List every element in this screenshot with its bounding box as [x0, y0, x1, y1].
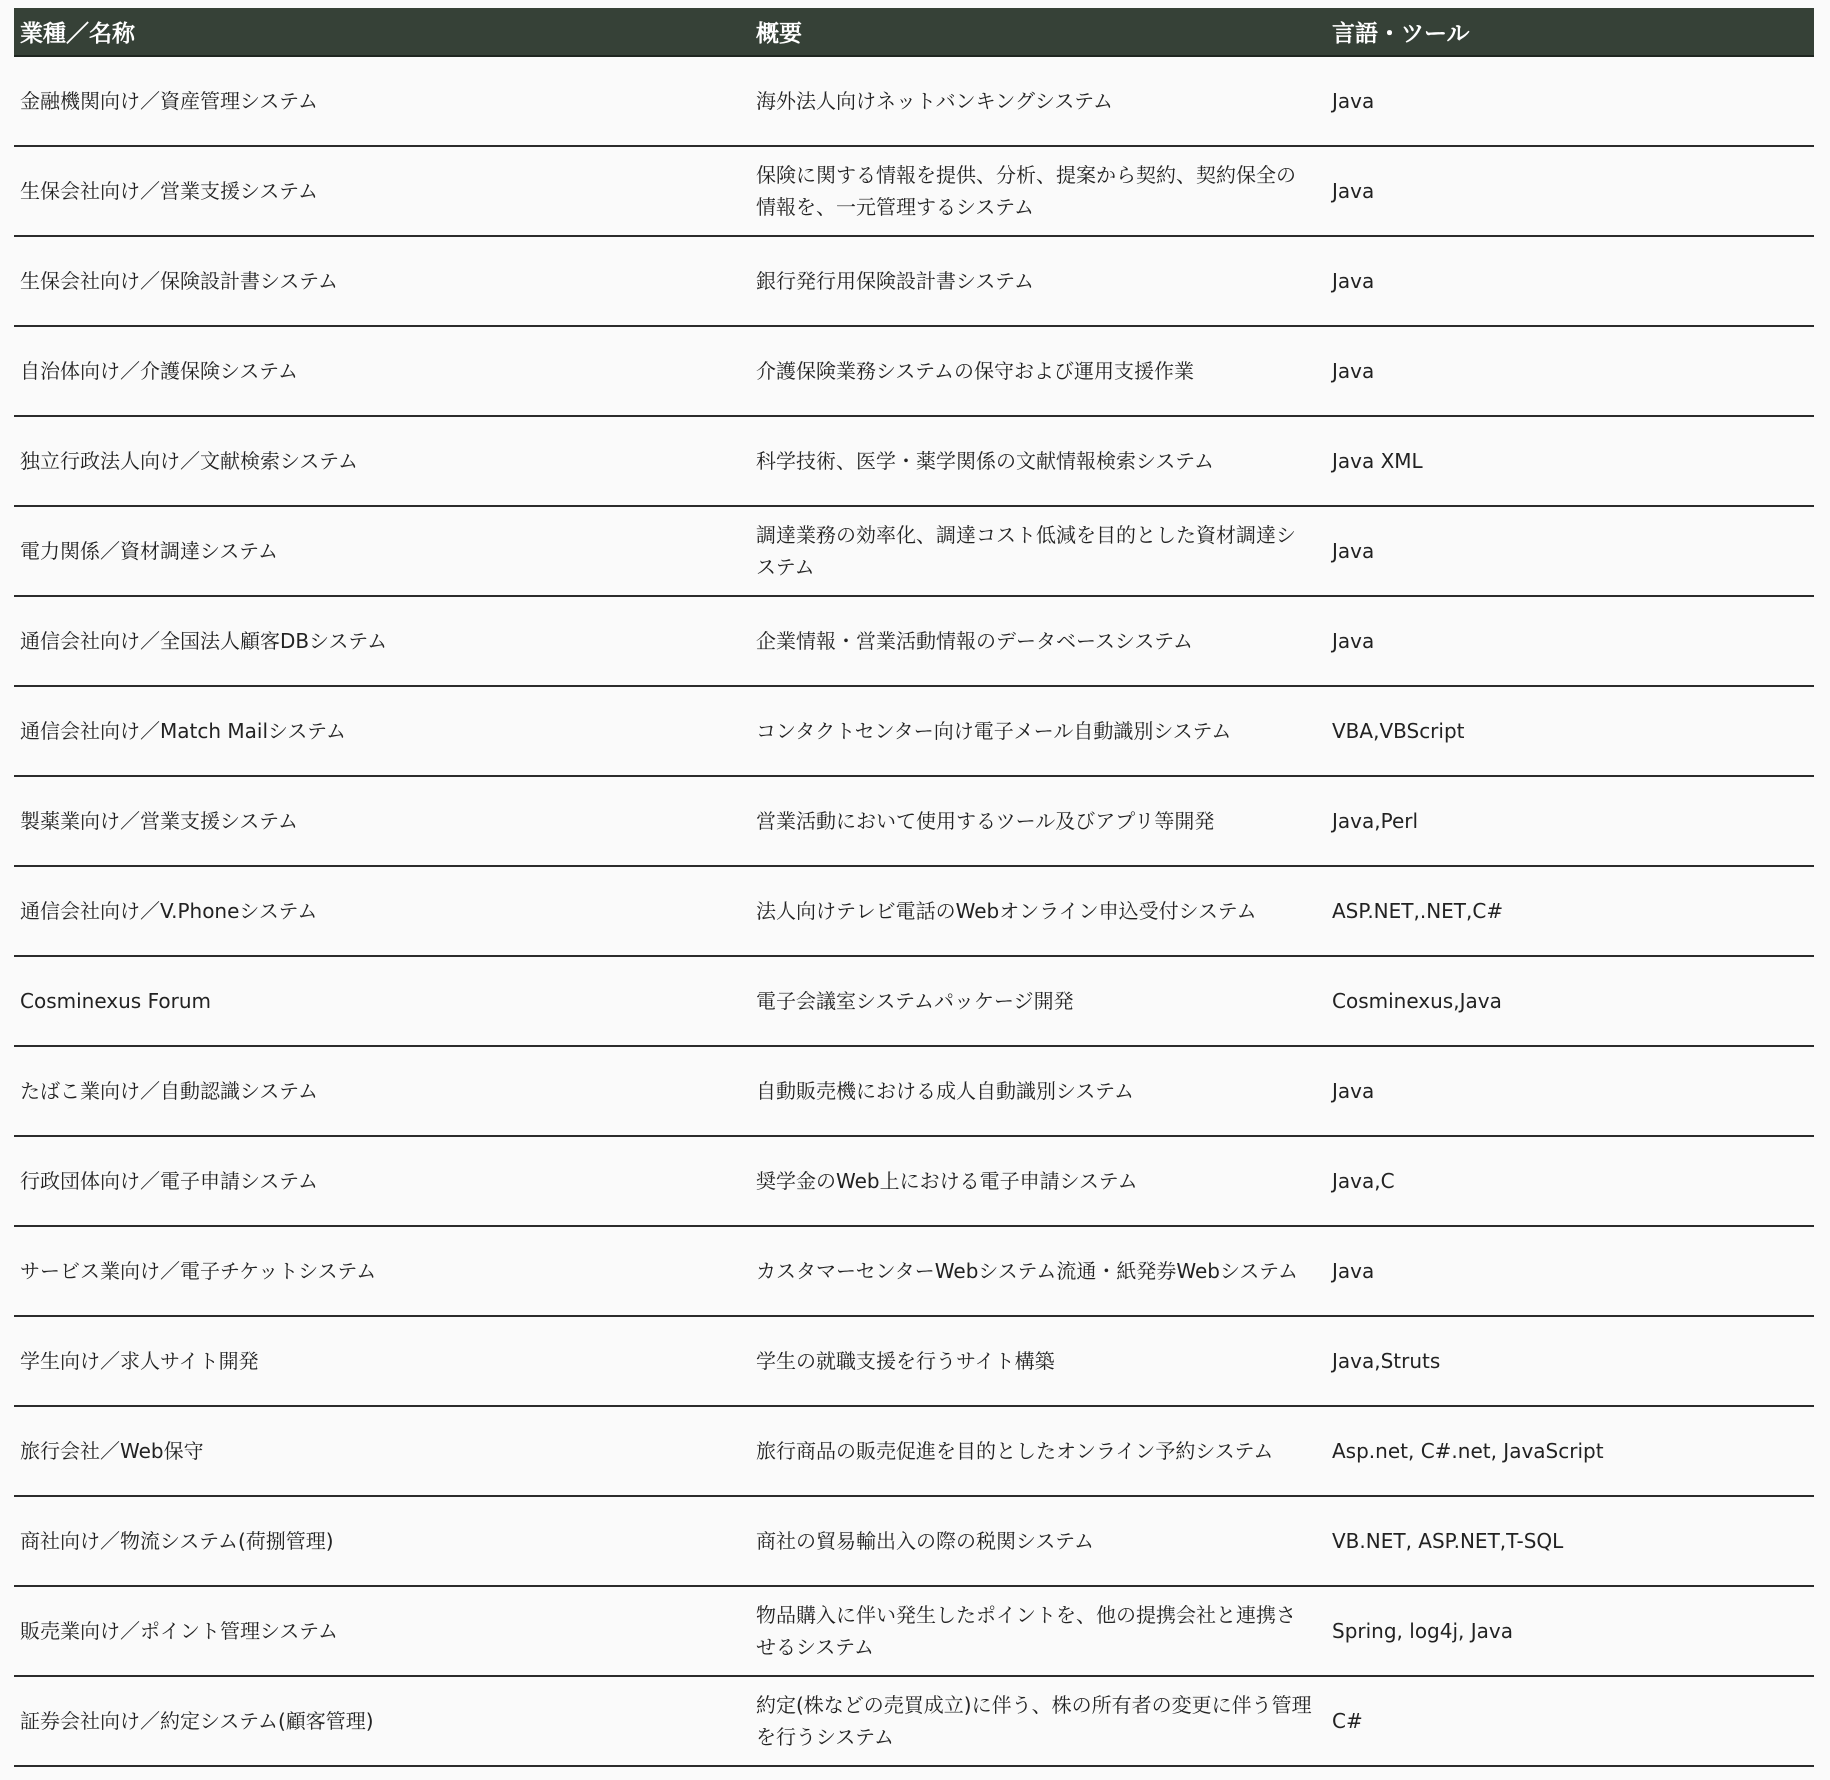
- table-row: [14, 866, 1814, 956]
- cell-industry-name: サービス業向け／電子チケットシステム: [14, 1226, 750, 1316]
- table-row: [14, 596, 1814, 686]
- cell-industry-name: 金融機関向け／資産管理システム: [14, 56, 750, 146]
- cell-overview: 調達業務の効率化、調達コスト低減を目的とした資材調達システム: [750, 506, 1326, 596]
- cell-overview: 自動販売機における成人自動識別システム: [750, 1046, 1326, 1136]
- cell-industry-name: 証券会社向け／約定システム(顧客管理): [14, 1676, 750, 1766]
- cell-industry-name: 旅行会社／Web保守: [14, 1406, 750, 1496]
- table-row: [14, 56, 1814, 146]
- cell-overview: 奨学金のWeb上における電子申請システム: [750, 1136, 1326, 1226]
- header-industry-name: 業種／名称: [14, 8, 750, 56]
- cell-language-tools: VBA,VBScript: [1326, 686, 1814, 776]
- table-row: [14, 1406, 1814, 1496]
- cell-overview: 物品購入に伴い発生したポイントを、他の提携会社と連携させるシステム: [750, 1586, 1326, 1676]
- header-overview: 概要: [750, 8, 1326, 56]
- cell-language-tools: C#: [1326, 1676, 1814, 1766]
- cell-overview: 営業活動において使用するツール及びアプリ等開発: [750, 776, 1326, 866]
- table-row: [14, 506, 1814, 596]
- cell-language-tools: ASP.NET,.NET,C#: [1326, 866, 1814, 956]
- table-row: [14, 776, 1814, 866]
- cell-overview: 商社の貿易輸出入の際の税関システム: [750, 1496, 1326, 1586]
- cell-language-tools: Java,Struts: [1326, 1316, 1814, 1406]
- cell-language-tools: Spring, log4j, Java: [1326, 1586, 1814, 1676]
- cell-industry-name: 製薬業向け／営業支援システム: [14, 776, 750, 866]
- table-row: [14, 236, 1814, 326]
- cell-industry-name: 独立行政法人向け／文献検索システム: [14, 416, 750, 506]
- cell-language-tools: Java: [1326, 56, 1814, 146]
- cell-industry-name: 通信会社向け／V.Phoneシステム: [14, 866, 750, 956]
- cell-overview: コンタクトセンター向け電子メール自動識別システム: [750, 686, 1326, 776]
- table-row: [14, 1316, 1814, 1406]
- cell-industry-name: 生保会社向け／保険設計書システム: [14, 236, 750, 326]
- cell-language-tools: VB.NET, ASP.NET,T-SQL: [1326, 1496, 1814, 1586]
- cell-industry-name: Cosminexus Forum: [14, 956, 750, 1046]
- cell-overview: 保険に関する情報を提供、分析、提案から契約、契約保全の情報を、一元管理するシステム: [750, 146, 1326, 236]
- cell-language-tools: Java,C: [1326, 1136, 1814, 1226]
- table-header: [14, 8, 1814, 56]
- cell-industry-name: 自治体向け／介護保険システム: [14, 326, 750, 416]
- cell-industry-name: 通信会社向け／全国法人顧客DBシステム: [14, 596, 750, 686]
- table-row: [14, 1496, 1814, 1586]
- cell-overview: 旅行商品の販売促進を目的としたオンライン予約システム: [750, 1406, 1326, 1496]
- cell-overview: 科学技術、医学・薬学関係の文献情報検索システム: [750, 416, 1326, 506]
- cell-language-tools: Java: [1326, 236, 1814, 326]
- cell-industry-name: 通信会社向け／Match Mailシステム: [14, 686, 750, 776]
- cell-industry-name: 学生向け／求人サイト開発: [14, 1316, 750, 1406]
- cell-language-tools: Java: [1326, 326, 1814, 416]
- table-body: [14, 56, 1814, 1766]
- table-row: [14, 1226, 1814, 1316]
- cell-language-tools: Asp.net, C#.net, JavaScript: [1326, 1406, 1814, 1496]
- table-header-row: [14, 8, 1814, 56]
- cell-industry-name: 生保会社向け／営業支援システム: [14, 146, 750, 236]
- cell-industry-name: 販売業向け／ポイント管理システム: [14, 1586, 750, 1676]
- cell-overview: 海外法人向けネットバンキングシステム: [750, 56, 1326, 146]
- table-row: [14, 1676, 1814, 1766]
- table-row: [14, 146, 1814, 236]
- table-row: [14, 326, 1814, 416]
- table-row: [14, 1046, 1814, 1136]
- table-row: [14, 686, 1814, 776]
- cell-industry-name: 行政団体向け／電子申請システム: [14, 1136, 750, 1226]
- cell-language-tools: Java,Perl: [1326, 776, 1814, 866]
- cell-overview: 企業情報・営業活動情報のデータベースシステム: [750, 596, 1326, 686]
- cell-overview: 学生の就職支援を行うサイト構築: [750, 1316, 1326, 1406]
- cell-overview: 電子会議室システムパッケージ開発: [750, 956, 1326, 1046]
- cell-overview: 銀行発行用保険設計書システム: [750, 236, 1326, 326]
- cell-industry-name: 電力関係／資材調達システム: [14, 506, 750, 596]
- cell-language-tools: Java: [1326, 506, 1814, 596]
- project-table-container: [14, 8, 1814, 1767]
- cell-language-tools: Java XML: [1326, 416, 1814, 506]
- cell-overview: 法人向けテレビ電話のWebオンライン申込受付システム: [750, 866, 1326, 956]
- cell-language-tools: Cosminexus,Java: [1326, 956, 1814, 1046]
- cell-industry-name: たばこ業向け／自動認識システム: [14, 1046, 750, 1136]
- cell-language-tools: Java: [1326, 1046, 1814, 1136]
- cell-overview: 約定(株などの売買成立)に伴う、株の所有者の変更に伴う管理を行うシステム: [750, 1676, 1326, 1766]
- cell-language-tools: Java: [1326, 1226, 1814, 1316]
- table-row: [14, 956, 1814, 1046]
- table-row: [14, 1586, 1814, 1676]
- table-row: [14, 416, 1814, 506]
- header-language-tools: 言語・ツール: [1326, 8, 1814, 56]
- table-row: [14, 1136, 1814, 1226]
- cell-industry-name: 商社向け／物流システム(荷捌管理): [14, 1496, 750, 1586]
- cell-overview: 介護保険業務システムの保守および運用支援作業: [750, 326, 1326, 416]
- project-table: [14, 8, 1814, 1767]
- cell-language-tools: Java: [1326, 596, 1814, 686]
- cell-overview: カスタマーセンターWebシステム流通・紙発券Webシステム: [750, 1226, 1326, 1316]
- cell-language-tools: Java: [1326, 146, 1814, 236]
